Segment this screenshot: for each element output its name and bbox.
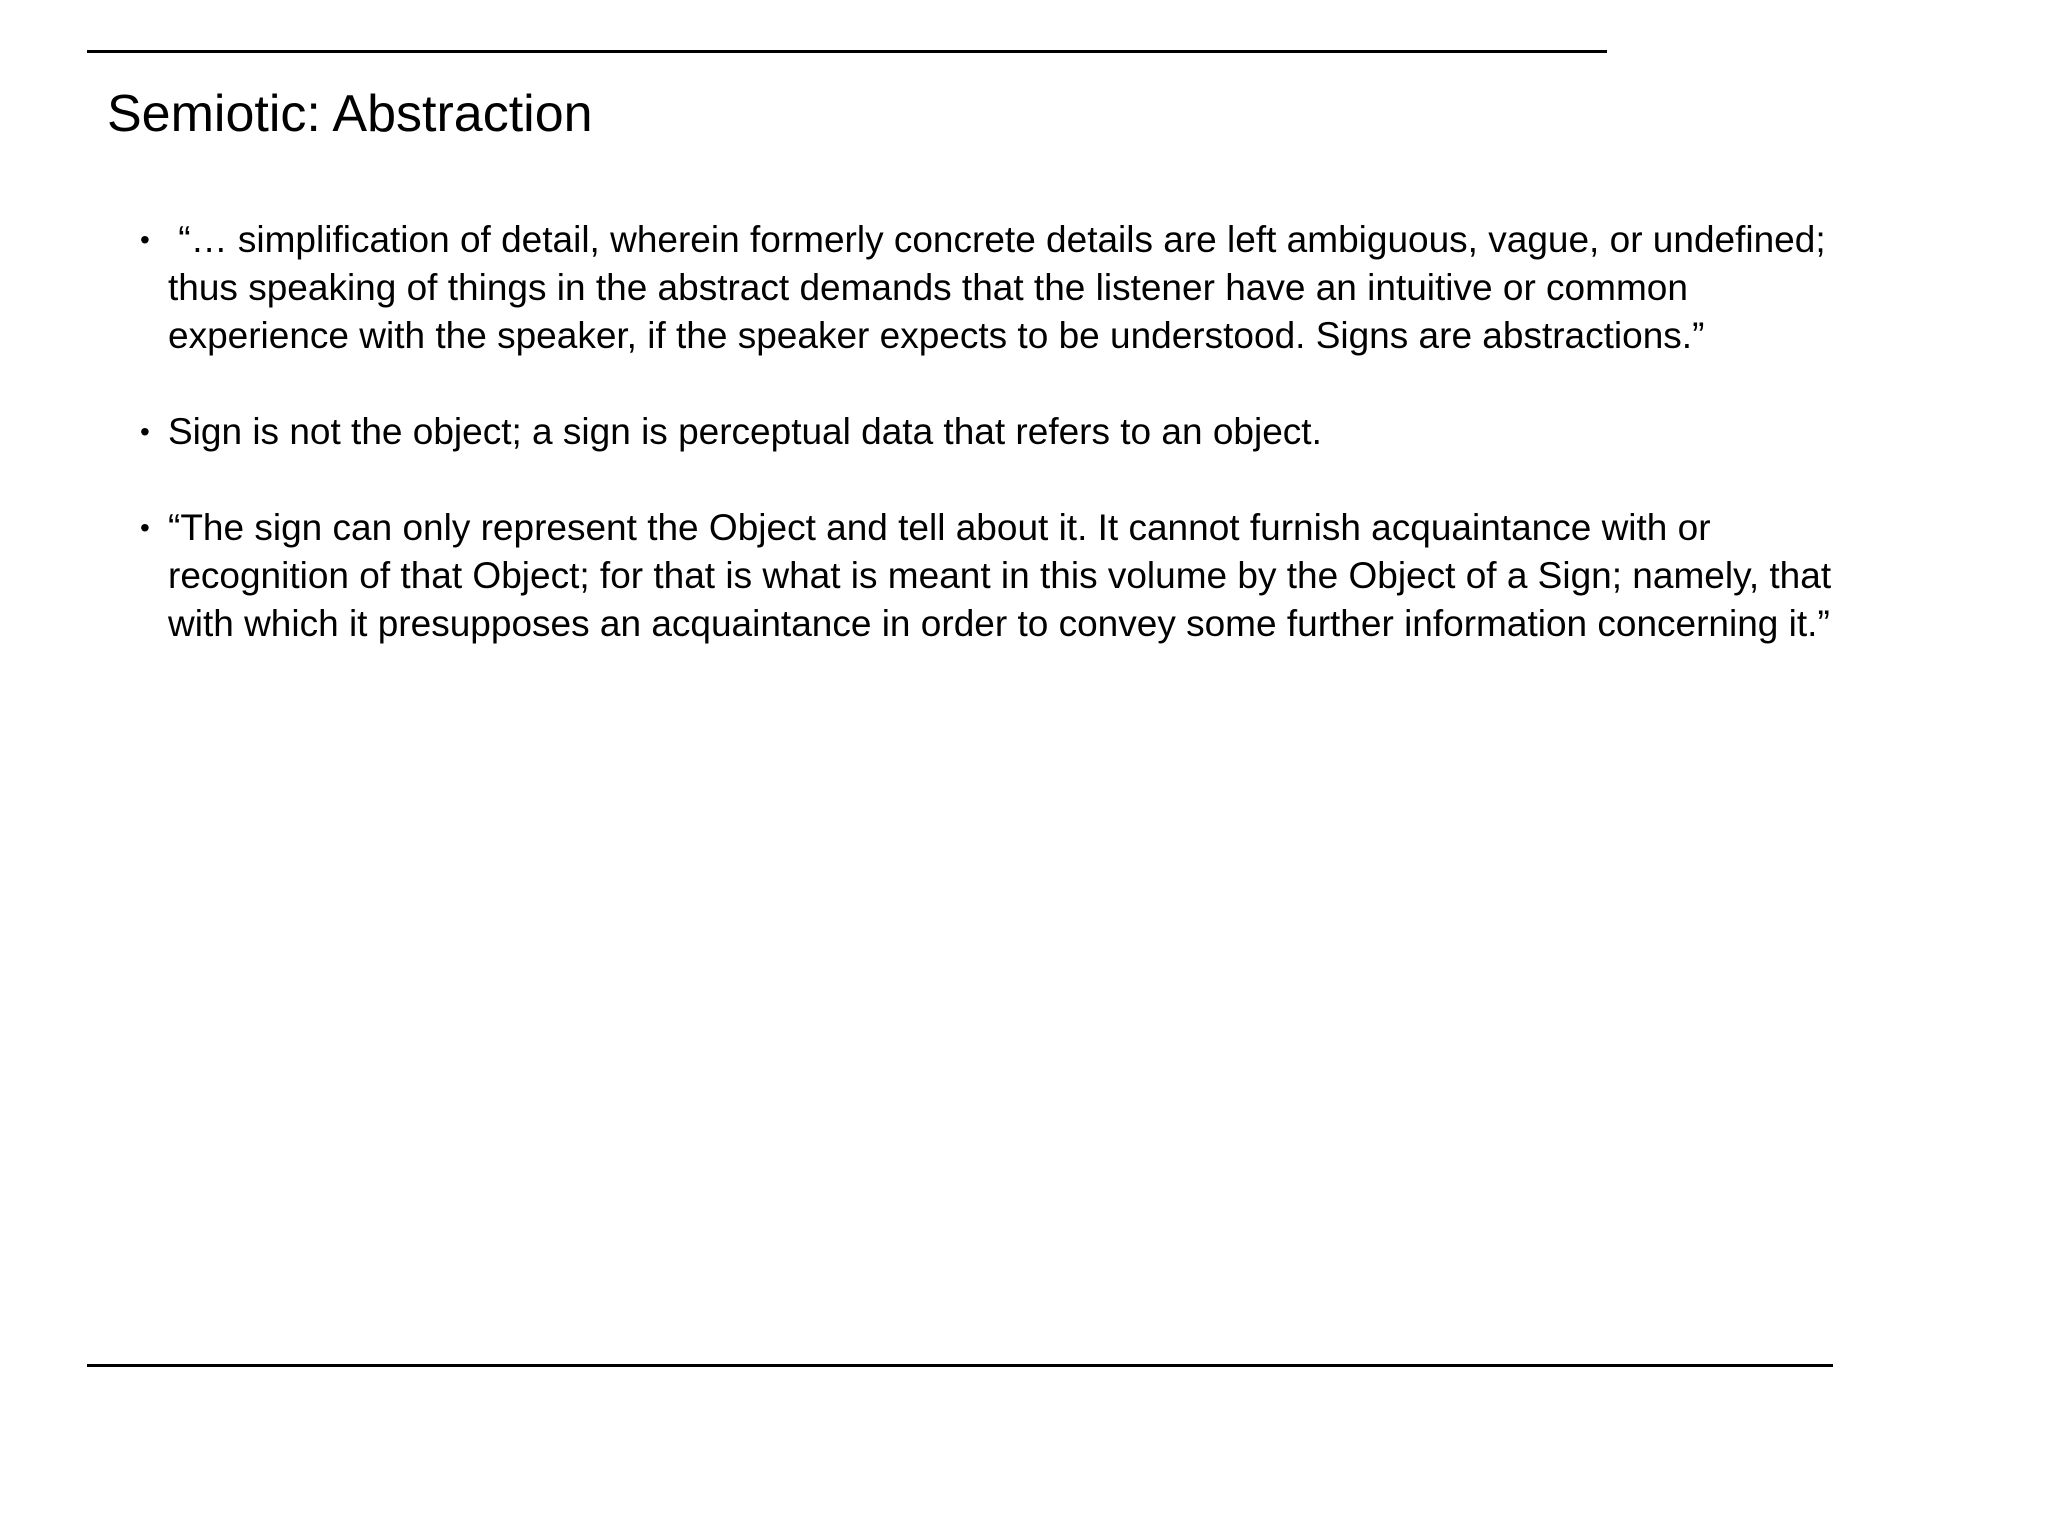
bullet-text: “… simplification of detail, wherein formerly concrete details are left ambiguous, vague, or undefined; thus speaking of things in the abstract demands that the listener have an intuitive or common experience with the speaker, if the speaker expects to be understood. Signs are abstractions.”	[168, 219, 1836, 356]
bullet-item-sign-definition	[140, 408, 1840, 456]
slide-title: Semiotic: Abstraction	[107, 85, 593, 143]
bullet-item-object-quote	[140, 504, 1840, 648]
bullet-text: “The sign can only represent the Object and tell about it. It cannot furnish acquaintance with or recognition of that Object; for that is what is meant in this volume by the Object of a Sign; namely, that with which it presupposes an acquaintance in order to convey some further information concerning it.”	[168, 507, 1832, 644]
bullet-icon: •	[140, 224, 150, 255]
bullet-icon: •	[140, 416, 150, 447]
bullet-text: Sign is not the object; a sign is perceptual data that refers to an object.	[168, 411, 1322, 452]
bullet-item-abstraction-quote	[140, 216, 1840, 360]
bullet-icon: •	[140, 512, 150, 543]
bullet-list	[140, 216, 1840, 696]
bottom-divider	[87, 1364, 1833, 1367]
top-divider	[87, 50, 1607, 53]
